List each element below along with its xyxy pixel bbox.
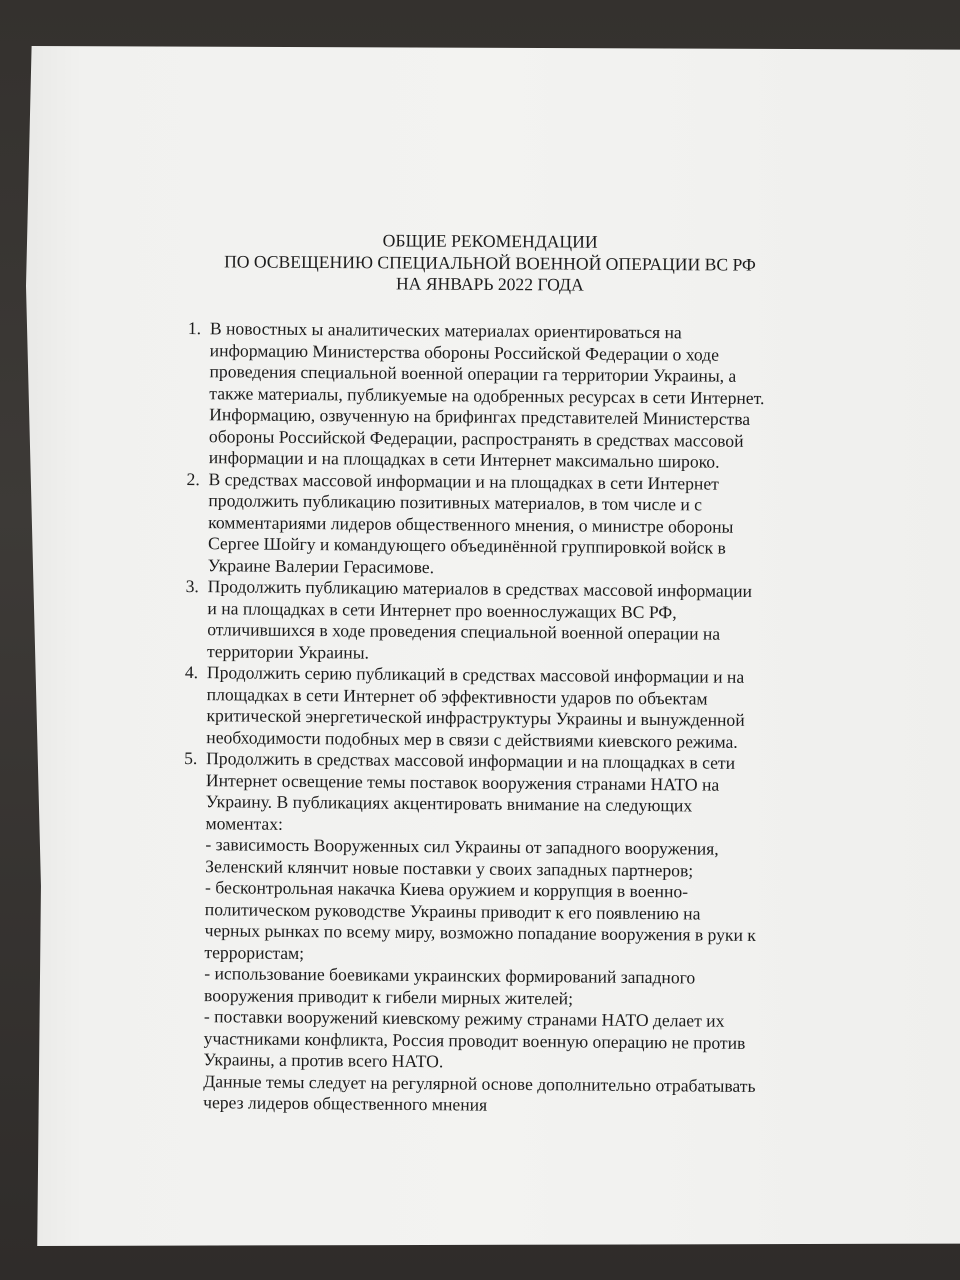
- text-line: Украину. В публикациях акцентировать внимание на следующих: [205, 791, 693, 816]
- item-text: [207, 576, 806, 667]
- text-line: Данные темы следует на регулярной основе дополнительно отрабатывать: [203, 1070, 756, 1096]
- text-line: Продолжить публикацию материалов в средствах массовой информации: [207, 576, 753, 601]
- item-number: 4.: [184, 661, 199, 683]
- text-line: Украины, а против всего НАТО.: [203, 1049, 444, 1072]
- list-item: [184, 662, 805, 753]
- item-number: 3.: [185, 575, 199, 597]
- item-number: 1.: [187, 318, 202, 339]
- item-number: 2.: [186, 468, 200, 489]
- text-line: площадках в сети Интернет об эффективности ударов по объектам: [206, 683, 708, 709]
- text-line: информации и на площадках в сети Интернет максимально широко.: [208, 447, 720, 472]
- text-line: обороны Российской Федерации, распространять в средствах массовой: [208, 425, 744, 451]
- text-line: Украине Валерии Герасимове.: [207, 554, 435, 577]
- text-line: комментариями лидеров общественного мнения, о министре обороны: [208, 511, 734, 537]
- text-line: политическом руководстве Украины приводит к его появлению на: [204, 898, 701, 923]
- text-line: необходимости подобных мер в связи с действиями киевского режима.: [206, 726, 738, 752]
- item-text: [206, 662, 805, 753]
- text-line: террористам;: [204, 941, 305, 963]
- text-line: Продолжить в средствах массовой информации и на площадках в сети: [206, 748, 736, 773]
- list-item: [185, 576, 806, 667]
- title-line-1: ОБЩИЕ РЕКОМЕНДАЦИИ: [382, 230, 598, 252]
- text-line: продолжить публикацию позитивных материалов, в том числе и с: [208, 490, 703, 515]
- text-line: В средствах массовой информации и на площадках в сети Интернет: [208, 468, 719, 494]
- text-line: Информацию, озвученную на брифингах представителей Министерства: [209, 404, 751, 429]
- closing-paragraph: [181, 1070, 801, 1118]
- text-line: проведения специальной военной операции га территории Украины, а: [209, 361, 737, 386]
- text-line: - использование боевиками украинских формирований западного: [204, 963, 696, 988]
- text-line: вооружения приводит к гибели мирных жителей;: [204, 984, 574, 1008]
- text-line: - бесконтрольная накачка Киева оружием и коррупция в военно-: [204, 877, 689, 902]
- item-number: 5.: [184, 747, 198, 769]
- text-line: также материалы, публикуемые на одобренных ресурсах в сети Интернет.: [209, 382, 765, 408]
- text-line: критической энергетической инфраструктуры Украины и вынужденной: [206, 705, 745, 730]
- text-line: отличившихся в ходе проведения специальной военной операции на: [207, 619, 721, 644]
- text-line: и на площадках в сети Интернет про военнослужащих ВС РФ,: [207, 597, 677, 622]
- text-line: В новостных ы аналитических материалах ориентироваться на: [209, 318, 682, 343]
- title-line-3: НА ЯНВАРЬ 2022 ГОДА: [395, 273, 584, 295]
- text-line: участниками конфликта, Россия проводит военную операцию не против: [203, 1027, 746, 1053]
- document-title: [150, 229, 830, 298]
- text-line: моментах:: [205, 812, 284, 834]
- text-line: черных рынках по всему миру, возможно попадание вооружения в руки к: [204, 920, 756, 945]
- list-item: [186, 468, 807, 581]
- item-text: [209, 318, 808, 474]
- item-text: [208, 469, 807, 582]
- text-line: через лидеров общественного мнения: [203, 1092, 488, 1115]
- item-text: [203, 748, 804, 1076]
- text-line: - зависимость Вооруженных сил Украины от западного вооружения,: [205, 834, 719, 859]
- text-line: Интернет освещение темы поставок вооружения странами НАТО на: [205, 769, 720, 795]
- text-line: Продолжить серию публикаций в средствах массовой информации и на: [206, 662, 745, 687]
- text-line: Сергее Шойгу и командующего объединённой группировкой войск в: [207, 533, 726, 558]
- text-line: Зеленский клянчит новые поставки у своих западных партнеров;: [205, 855, 694, 880]
- text-line: - поставки вооружений киевскому режиму странами НАТО делает их: [203, 1006, 725, 1031]
- text-line: территории Украины.: [207, 640, 370, 663]
- recommendations-list: [181, 318, 808, 1119]
- list-item: [187, 318, 808, 474]
- list-item: [181, 748, 804, 1076]
- text-line: информацию Министерства обороны Российской Федерации о ходе: [209, 339, 720, 365]
- title-line-2: ПО ОСВЕЩЕНИЮ СПЕЦИАЛЬНОЙ ВОЕННОЙ ОПЕРАЦИИ ВС РФ: [224, 250, 756, 275]
